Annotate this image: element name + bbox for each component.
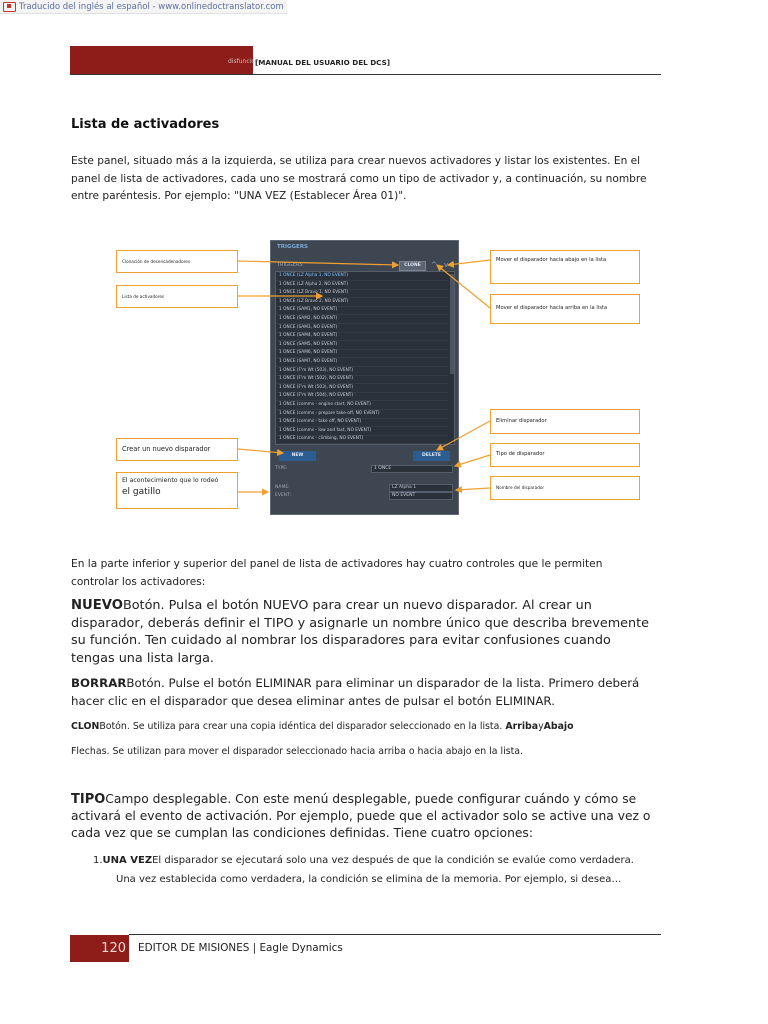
name-label: NAME: [275, 485, 290, 490]
option1-paragraph [93, 851, 663, 870]
trigger-list-item: 1 ONCE (SAM7, NO EVENT) [279, 359, 338, 364]
intro-paragraph: Este panel, situado más a la izquierda, se utiliza para crear nuevos activadores y listar los existentes. En el panel de lista de activadores, cada uno se mostrará como un tipo de activador y, a continuación, su nombre entre paréntesis. Por ejemplo: "UNA VEZ (Establecer Área 01)". [71, 155, 647, 202]
tipo-text: Campo desplegable. Con este menú desplegable, puede configurar cuándo y cómo se activará el evento de activación. Por ejemplo, puede que el activador solo se active una vez o cada vez que se cumplan las condiciones definidas. Tiene cuatro opciones: [71, 792, 651, 840]
abajo-bold: Abajo [543, 721, 574, 732]
callout-clone: Clonación de desencadenadores [116, 250, 238, 273]
trigger-list-item: 1 ONCE (LZ Alpha 2, NO EVENT) [279, 281, 349, 287]
panel-subtitle: TRIGGERS [277, 262, 303, 268]
page-number: 120 [70, 935, 129, 962]
controls-intro: En la parte inferior y superior del panel de lista de activadores hay cuatro controles que le permiten controlar los activadores: [71, 558, 603, 588]
option1-bold: UNA VEZ [102, 855, 153, 866]
y-text: y [538, 721, 544, 732]
callout-move-up: Mover el disparador hacia arriba en la lista [490, 294, 640, 324]
trigger-list-item: 1 ONCE (SAM6, NO EVENT) [279, 350, 338, 356]
callout-delete: Eliminar disparador [490, 409, 640, 434]
trigger-list-item: 1 ONCE (SAM5, NO EVENT) [279, 341, 338, 347]
trigger-list-item: 1 ONCE (LZ Bravo 2, NO EVENT) [279, 298, 349, 304]
type-label: TYPE: [275, 466, 288, 471]
panel-title: TRIGGERS [277, 244, 309, 250]
banner-text[interactable]: Traducido del inglés al español - www.onlinedoctranslator.com [19, 1, 284, 12]
nuevo-text: Botón. Pulsa el botón NUEVO para crear un nuevo disparador. Al crear un disparador, deberás definir el TIPO y asignarle un nombre único que describa brevemente su función. Ten cuidado al nombrar los disparadores para evitar confusiones cuando tengas una lista larga. [71, 598, 650, 666]
trigger-list-item: 1 ONCE (F'm Wt (503), NO EVENT) [279, 384, 354, 390]
callout-name: Nombre del disparador [490, 476, 640, 500]
flechas-paragraph: Flechas. Se utilizan para mover el disparador seleccionado hacia arriba o hacia abajo en la lista. [71, 746, 524, 757]
header-title: [MANUAL DEL USUARIO DEL DCS] [255, 58, 391, 67]
borrar-paragraph [71, 675, 651, 710]
callout-event-line2: el gatillo [122, 487, 161, 497]
callout-list: Lista de activadores [116, 285, 238, 308]
trigger-list-item: 1 ONCE (comms - prepare take-off, NO EVENT) [279, 410, 380, 416]
clon-text: Botón. Se utiliza para crear una copia idéntica del disparador seleccionado en la lista. [99, 721, 506, 732]
clon-paragraph [71, 718, 661, 735]
trigger-list-item: 1 ONCE (F'm Wt (504), NO EVENT) [279, 393, 354, 399]
header-small-text: disfunción [228, 58, 259, 65]
trigger-list-item: 1 ONCE (SAM2, NO EVENT) [279, 316, 338, 321]
trigger-list-item: 1 ONCE (LZ Alpha 1, NO EVENT) [279, 273, 349, 278]
trigger-list-item: 1 ONCE (F'm Wt (503), NO EVENT) [279, 367, 354, 373]
arriba-bold: Arriba [505, 721, 539, 732]
event-label: EVENT: [275, 493, 291, 498]
callout-move-down: Mover el disparador hacia abajo en la lista [490, 250, 640, 284]
borrar-bold: BORRAR [71, 676, 127, 690]
move-up-icon: ^ [431, 261, 437, 269]
trigger-list-item: 1 ONCE (comms - take off, NO EVENT) [279, 419, 362, 425]
name-field: LZ Alpha 1 [389, 484, 453, 492]
move-down-icon: v [444, 261, 449, 269]
option1-text: El disparador se ejecutará solo una vez después de que la condición se evalúe como verdadera. [152, 855, 634, 866]
trigger-list-item: 1 ONCE (comms - low and fast, NO EVENT) [279, 427, 372, 433]
callout-event-line1: El acontecimiento que lo rodeó [122, 477, 219, 484]
nuevo-paragraph [71, 597, 656, 667]
section-title: Lista de activadores [71, 117, 220, 132]
callout-type: Tipo de disparador [490, 443, 640, 467]
trigger-list-item: 1 ONCE (SAM3, NO EVENT) [279, 324, 338, 330]
tipo-bold: TIPO [71, 792, 106, 807]
footer-text: EDITOR DE MISIONES | Eagle Dynamics [138, 942, 343, 954]
event-select: NO EVENT [389, 492, 453, 500]
delete-button: DELETE [413, 451, 450, 461]
new-button: NEW [279, 451, 316, 461]
trigger-list-item: 1 ONCE (F'm Wt (502), NO EVENT) [279, 376, 354, 382]
footer-rule [129, 934, 661, 935]
clone-button: CLONE [399, 261, 426, 271]
clon-bold: CLON [71, 721, 100, 732]
trigger-list-item: 1 ONCE (comms - engine start, NO EVENT) [279, 402, 371, 407]
trigger-list-item: 1 ONCE (SAM1, NO EVENT) [279, 307, 338, 313]
trigger-list-item: 1 ONCE (LZ Bravo 1, NO EVENT) [279, 290, 349, 296]
borrar-text: Botón. Pulse el botón ELIMINAR para eliminar un disparador de la lista. Primero deberá hacer clic en el disparador que desea eliminar antes de pulsar el botón ELIMINAR. [71, 676, 640, 708]
trigger-list-item: 1 ONCE (comms - climbing, NO EVENT) [279, 436, 364, 442]
tipo-paragraph [71, 791, 656, 842]
trigger-list-item: 1 ONCE (SAM4, NO EVENT) [279, 333, 338, 339]
option1-number: 1. [93, 855, 103, 866]
type-select: 1 ONCE [371, 465, 453, 473]
option1-continuation: Una vez establecida como verdadera, la condición se elimina de la memoria. Por ejemplo, si desea… [116, 874, 622, 885]
nuevo-bold: NUEVO [71, 598, 123, 613]
callout-new: Crear un nuevo disparador [116, 438, 238, 461]
